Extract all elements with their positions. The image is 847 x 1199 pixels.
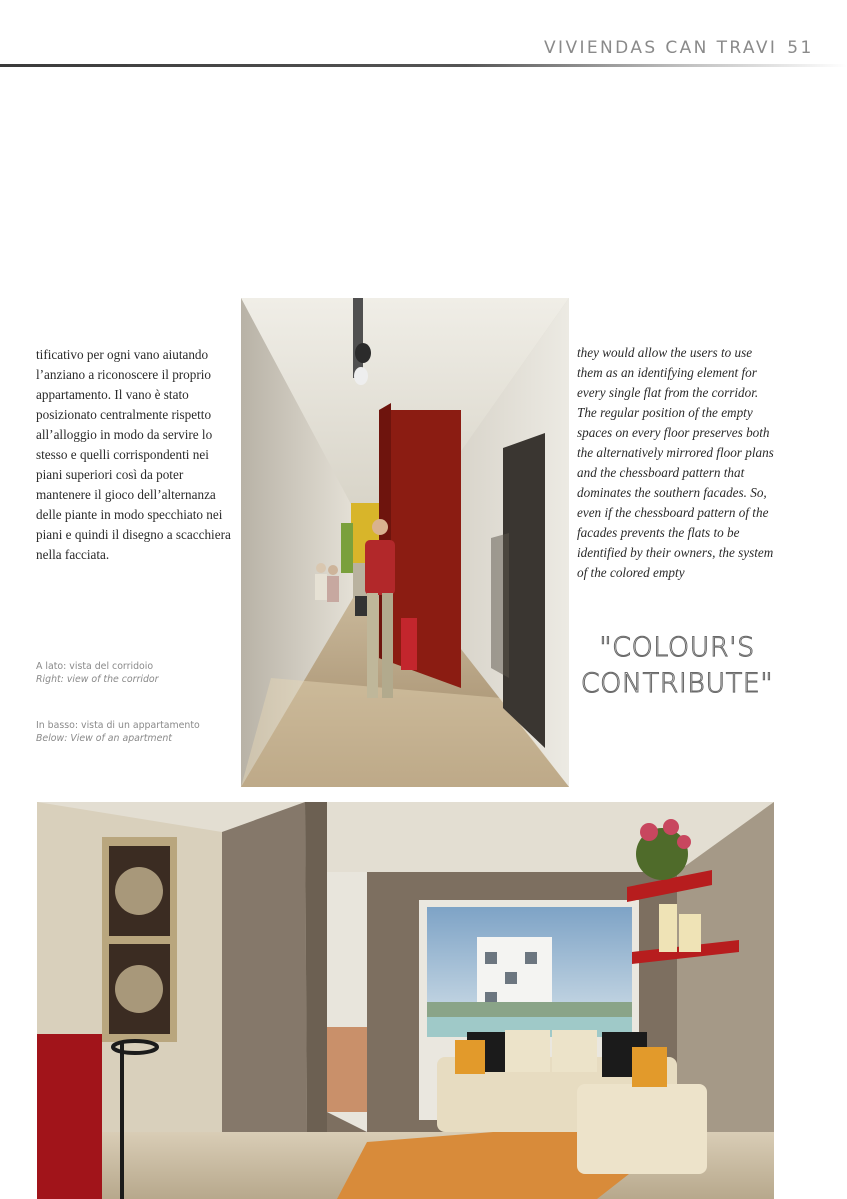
pull-quote-line-2: CONTRIBUTE" [580, 668, 774, 699]
body-text-italian: tificativo per ogni vano aiutando l’anziano a riconoscere il proprio appartamento. Il vano è stato posizionato centralmente rispetto all’alloggio in modo da servire lo stesso e quelli corrispondenti nei piani superiori così da poter mantenere il gioco dell’alternanza delle piante in modo specchiato nei piani e quindi il disegno a scacchiera nella facciata. [36, 347, 231, 562]
running-header [544, 38, 814, 58]
caption-apartment-english: Below: View of an apartment [36, 733, 172, 744]
pull-quote-line-1: "COLOUR'S [599, 632, 755, 663]
caption-corridor-english: Right: view of the corridor [36, 674, 159, 685]
body-text-english: they would allow the users to use them as an identifying element for every single flat from the corridor. The regular position of the empty spaces on every floor preserves both the alternatively mirrored floor plans and the chessboard pattern that dominates the southern facades. So, even if the chessboard pattern of the facades prevents the flats to be identified by their owners, the system of the colored empty [577, 345, 774, 580]
caption-corridor-italian: A lato: vista del corridoio [36, 661, 154, 672]
caption-apartment-italian: In basso: vista di un appartamento [36, 720, 200, 731]
caption-corridor [36, 660, 236, 686]
page-number: 51 [787, 38, 814, 58]
apartment-image [37, 802, 774, 1199]
header-rule [0, 64, 847, 67]
pull-quote [577, 630, 777, 702]
corridor-image [241, 298, 569, 787]
caption-apartment [36, 719, 236, 745]
header-title: VIVIENDAS CAN TRAVI [544, 38, 778, 58]
